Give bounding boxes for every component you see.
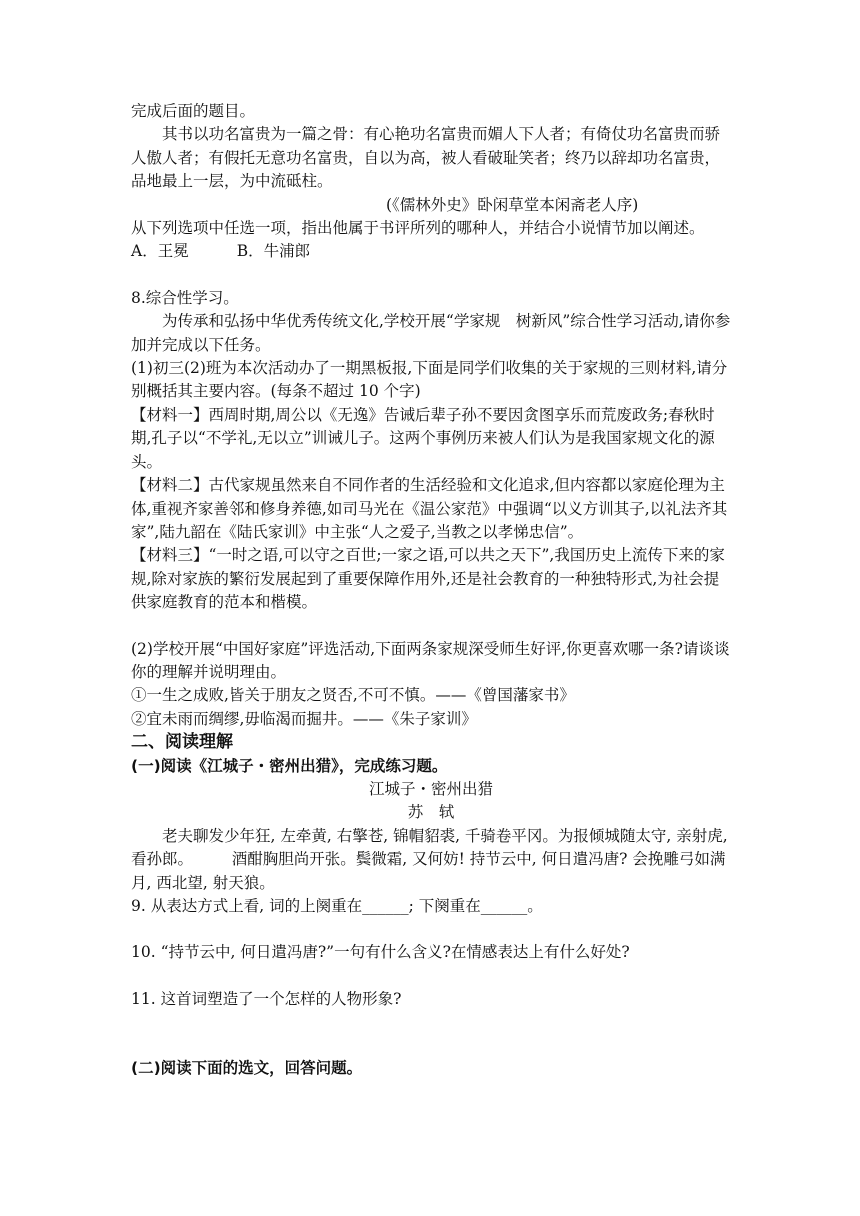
poem-lower-stanza: 酒酣胸胆尚开张。鬓微霜, 又何妨! 持节云中, 何日遣冯唐? 会挽雕弓如满月, 西北望, 射天狼。 xyxy=(131,850,726,892)
poem-upper-stanza: 老夫聊发少年狂, 左牵黄, 右擎苍, 锦帽貂裘, 千骑卷平冈。为报倾城随太守, 亲射虎, 看孙郎。 xyxy=(131,826,728,869)
question-11: 11. 这首词塑造了一个怎样的人物形象? xyxy=(131,989,402,1008)
poem-author: 苏 轼 xyxy=(407,803,455,822)
spacer xyxy=(131,264,731,287)
spacer xyxy=(131,918,731,941)
book-review-source: (《儒林外史》卧闲草堂本闲斋老人序) xyxy=(386,195,639,214)
question-10: 10. “持节云中, 何日遣冯唐?”一句有什么含义?在情感表达上有什么好处? xyxy=(131,943,630,962)
spacer xyxy=(131,965,731,988)
document-body xyxy=(131,100,731,1081)
family-motto-1: ①一生之成败,皆关于朋友之贤否,不可不慎。——《曾国藩家书》 xyxy=(131,686,575,705)
question-8-part-2: (2)学校开展“中国好家庭”评选活动,下面两条家规深受师生好评,你更喜欢哪一条?请谈谈你的理解并说明理由。 xyxy=(131,639,730,681)
question-9: 9. 从表达方式上看, 词的上阕重在______; 下阕重在______。 xyxy=(131,897,543,915)
question-8-intro: 为传承和弘扬中华优秀传统文化,学校开展“学家规 树新风”综合性学习活动,请你参加并完成以下任务。 xyxy=(131,312,731,354)
option-b: B．牛浦郎 xyxy=(236,242,311,261)
intro-line: 完成后面的题目。 xyxy=(131,102,256,120)
spacer xyxy=(131,615,731,638)
material-3: 【材料三】“一时之语,可以守之百世;一家之语,可以共之天下”,我国历史上流传下来的家规,除对家族的繁衍发展起到了重要保障作用外,还是社会教育的一种独特形式,为社会提供家庭教育的范本和楷模。 xyxy=(131,546,725,612)
subsection-1-heading: (一)阅读《江城子・密州出猎》，完成练习题。 xyxy=(131,756,448,775)
material-2: 【材料二】古代家规虽然来自不同作者的生活经验和文化追求,但内容都以家庭伦理为主体,重视齐家善邻和修身养德,如司马光在《温公家范》中强调“以义方训其子,以礼法齐其家”,陆九韶在《陆氏家训》中主张“人之爱子,当教之以孝悌忠信”。 xyxy=(131,476,728,541)
book-review-paragraph: 其书以功名富贵为一篇之骨：有心艳功名富贵而媚人下人者；有倚仗功名富贵而骄人傲人者；有假托无意功名富贵，自以为高，被人看破耻笑者；终乃以辞却功名富贵，品地最上一层，为中流砥柱。 xyxy=(131,125,721,191)
question-7-prompt: 从下列选项中任选一项，指出他属于书评所列的哪种人，并结合小说情节加以阐述。 xyxy=(131,219,705,238)
section-2-heading: 二、阅读理解 xyxy=(131,732,233,753)
spacer xyxy=(131,1011,731,1057)
question-7-options xyxy=(131,240,731,263)
question-8-title: 8.综合性学习。 xyxy=(131,288,239,307)
poem-text xyxy=(131,825,731,895)
option-a: A．王冕 xyxy=(131,242,189,261)
poem-title: 江城子・密州出猎 xyxy=(368,779,493,798)
question-8-part-1: (1)初三(2)班为本次活动办了一期黑板报,下面是同学们收集的关于家规的三则材料,请分别概括其主要内容。(每条不超过 10 个字) xyxy=(131,359,728,401)
material-1: 【材料一】西周时期,周公以《无逸》告诫后辈子孙不要因贪图享乐而荒废政务;春秋时期,孔子以“不学礼,无以立”训诫儿子。这两个事例历来被人们认为是我国家规文化的源头。 xyxy=(131,405,715,471)
subsection-2-heading: (二)阅读下面的选文，回答问题。 xyxy=(131,1059,363,1078)
family-motto-2: ②宜未雨而绸缪,毋临渴而掘井。——《朱子家训》 xyxy=(131,709,477,728)
